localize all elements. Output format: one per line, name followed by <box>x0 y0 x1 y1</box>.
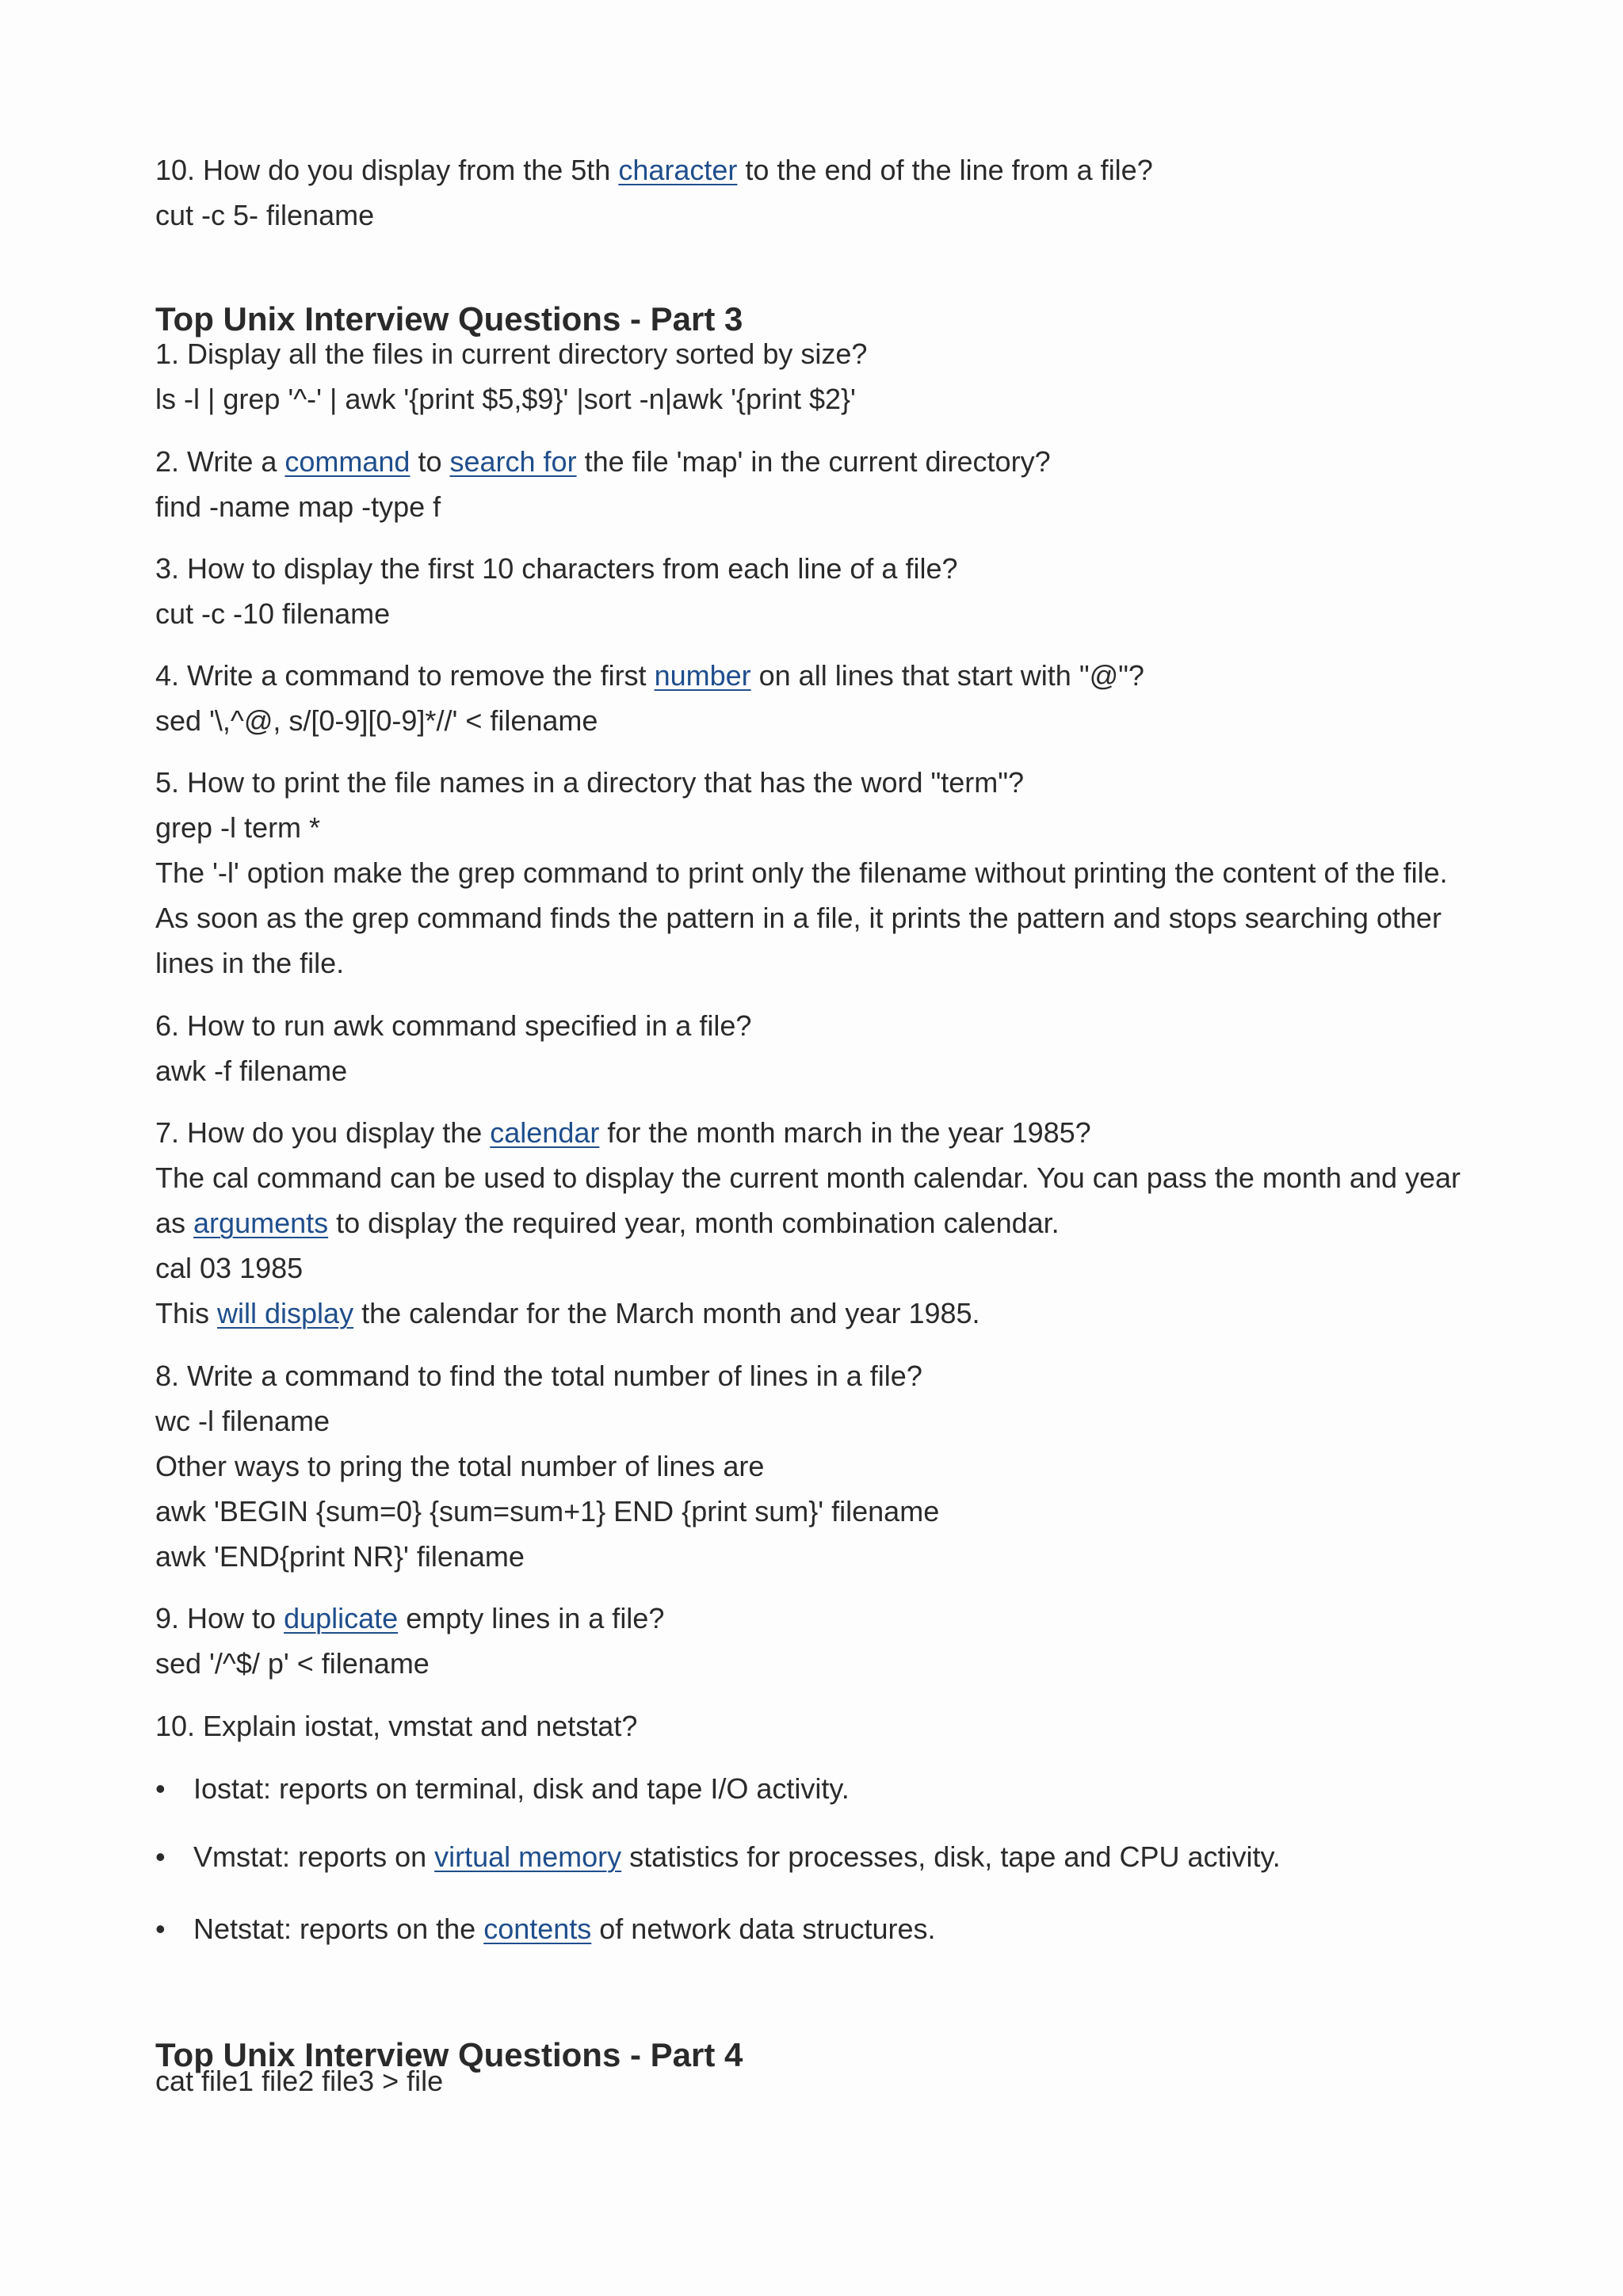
link-virtual-memory[interactable]: virtual memory <box>434 1840 622 1873</box>
question-1: 1. Display all the files in current directory sorted by size? <box>155 338 868 370</box>
bullet-icon: • <box>155 1913 166 1945</box>
answer-5-explanation-line3: lines in the file. <box>155 947 345 979</box>
answer-8-line1: wc -l filename <box>155 1405 330 1437</box>
answer-10-part2: cut -c 5- filename <box>155 199 375 231</box>
bullet-text: Netstat: reports on the <box>193 1913 484 1945</box>
answer-text: This <box>155 1297 218 1329</box>
bullet-vmstat <box>193 1840 1281 1875</box>
part4-line1: cat file1 file2 file3 > file <box>155 2065 444 2097</box>
question-text: 9. How to <box>155 1602 285 1634</box>
question-6: 6. How to run awk command specified in a file? <box>155 1009 752 1042</box>
bullet-icon: • <box>155 1772 166 1805</box>
heading-part3: Top Unix Interview Questions - Part 3 <box>155 300 743 338</box>
link-contents[interactable]: contents <box>483 1913 592 1945</box>
question-10-part2 <box>155 153 1153 188</box>
bullet-netstat <box>193 1912 935 1947</box>
bullet-iostat: Iostat: reports on terminal, disk and tape I/O activity. <box>193 1772 850 1805</box>
question-text: on all lines that start with "@"? <box>750 659 1144 692</box>
question-5: 5. How to print the file names in a directory that has the word "term"? <box>155 766 1025 799</box>
answer-1: ls -l | grep '^-' | awk '{print $5,$9}' |sort -n|awk '{print $2}' <box>155 383 856 415</box>
answer-9: sed '/^$/ p' < filename <box>155 1647 430 1680</box>
question-text: 4. Write a command to remove the first <box>155 659 655 692</box>
answer-text: the calendar for the March month and year 1985. <box>353 1297 980 1329</box>
question-3: 3. How to display the first 10 characters from each line of a file? <box>155 552 958 585</box>
question-text: to the end of the line from a file? <box>737 154 1153 186</box>
link-arguments[interactable]: arguments <box>193 1207 329 1239</box>
bullet-text: of network data structures. <box>591 1913 936 1945</box>
answer-8-line3: awk 'BEGIN {sum=0} {sum=sum+1} END {print sum}' filename <box>155 1495 940 1527</box>
question-text: for the month march in the year 1985? <box>599 1116 1091 1149</box>
question-9 <box>155 1601 664 1636</box>
link-command[interactable]: command <box>285 445 411 478</box>
answer-7-line2 <box>155 1206 1060 1241</box>
question-text: 2. Write a <box>155 445 285 478</box>
question-text: 7. How do you display the <box>155 1116 491 1149</box>
question-text: 10. How do you display from the 5th <box>155 154 619 186</box>
question-4 <box>155 658 1144 693</box>
answer-7-line3: cal 03 1985 <box>155 1252 304 1284</box>
bullet-text: Vmstat: reports on <box>193 1840 435 1873</box>
bullet-icon: • <box>155 1840 166 1873</box>
link-will-display[interactable]: will display <box>217 1297 354 1329</box>
answer-8-line2: Other ways to pring the total number of lines are <box>155 1450 765 1482</box>
question-7 <box>155 1116 1091 1150</box>
answer-5-explanation-line1: The '-l' option make the grep command to print only the filename without printing the content of the file. <box>155 856 1448 889</box>
question-text: to <box>410 445 450 478</box>
answer-text: to display the required year, month combination calendar. <box>328 1207 1060 1239</box>
link-duplicate[interactable]: duplicate <box>284 1602 399 1634</box>
question-10: 10. Explain iostat, vmstat and netstat? <box>155 1710 638 1742</box>
answer-5-explanation-line2: As soon as the grep command finds the pattern in a file, it prints the pattern and stops searching other <box>155 902 1442 934</box>
bullet-text: statistics for processes, disk, tape and CPU activity. <box>621 1840 1281 1873</box>
answer-text: as <box>155 1207 194 1239</box>
question-text: the file 'map' in the current directory? <box>576 445 1051 478</box>
answer-7-line4 <box>155 1296 980 1331</box>
link-calendar[interactable]: calendar <box>490 1116 600 1149</box>
answer-5: grep -l term * <box>155 811 321 844</box>
question-2 <box>155 444 1051 479</box>
heading-part4: Top Unix Interview Questions - Part 4 <box>155 2036 743 2073</box>
answer-3: cut -c -10 filename <box>155 597 391 630</box>
answer-6: awk -f filename <box>155 1055 348 1087</box>
answer-7-line1: The cal command can be used to display the current month calendar. You can pass the month and year <box>155 1161 1461 1194</box>
question-text: empty lines in a file? <box>398 1602 665 1634</box>
link-character[interactable]: character <box>618 154 738 186</box>
link-number[interactable]: number <box>654 659 751 692</box>
link-search-for[interactable]: search for <box>449 445 577 478</box>
question-8: 8. Write a command to find the total number of lines in a file? <box>155 1360 922 1392</box>
answer-4: sed '\,^@, s/[0-9][0-9]*//' < filename <box>155 704 598 737</box>
answer-2: find -name map -type f <box>155 490 441 523</box>
answer-8-line4: awk 'END{print NR}' filename <box>155 1540 525 1573</box>
